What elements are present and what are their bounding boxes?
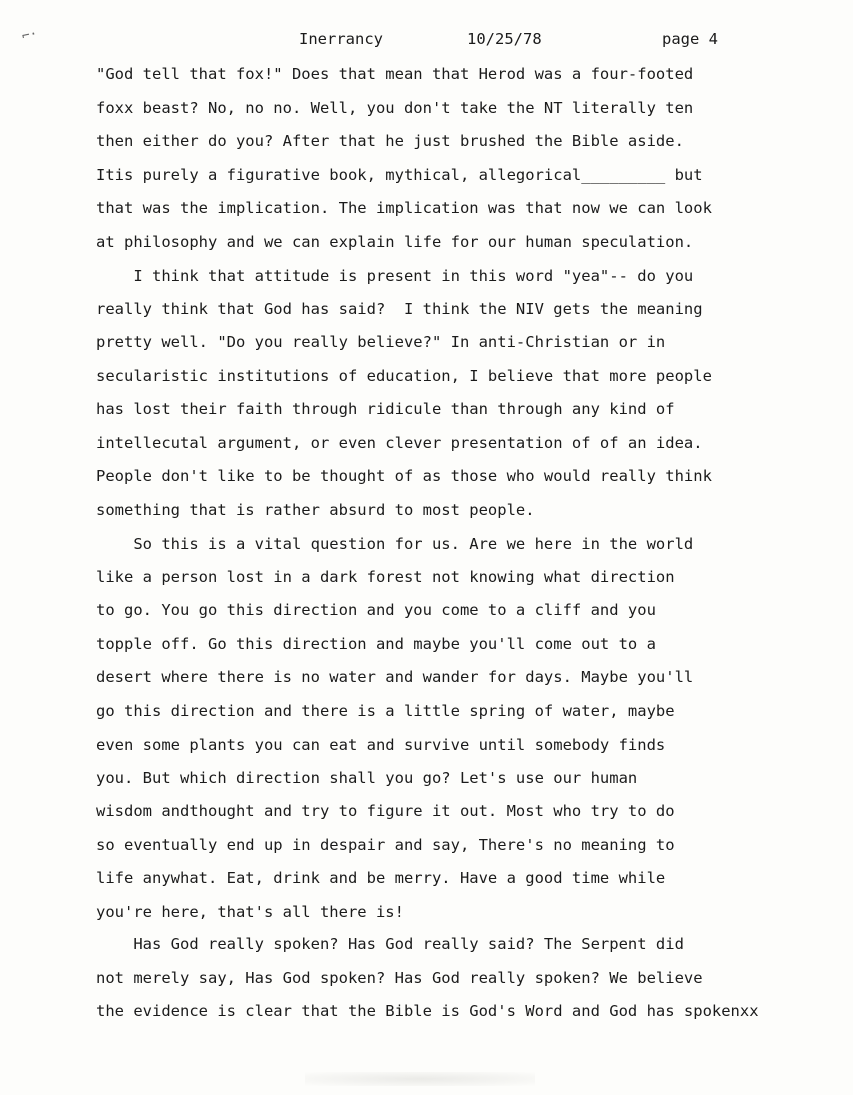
text-line: Itis purely a figurative book, mythical, allegorical_________ but bbox=[96, 166, 703, 184]
text-line: really think that God has said? I think the NIV gets the meaning bbox=[96, 300, 703, 318]
text-line: not merely say, Has God spoken? Has God really spoken? We believe bbox=[96, 969, 703, 987]
text-line: the evidence is clear that the Bible is God's Word and God has spokenxx bbox=[96, 1002, 759, 1020]
text-line: like a person lost in a dark forest not knowing what direction bbox=[96, 568, 675, 586]
text-line: that was the implication. The implication was that now we can look bbox=[96, 199, 712, 217]
text-line: So this is a vital question for us. Are we here in the world bbox=[96, 535, 694, 553]
text-line: secularistic institutions of education, I believe that more people bbox=[96, 367, 712, 385]
text-line: desert where there is no water and wander for days. Maybe you'll bbox=[96, 668, 694, 686]
text-line: something that is rather absurd to most people. bbox=[96, 501, 535, 519]
text-line: "God tell that fox!" Does that mean that Herod was a four-footed bbox=[96, 65, 694, 83]
scan-smudge bbox=[305, 1072, 535, 1086]
text-line: go this direction and there is a little spring of water, maybe bbox=[96, 702, 675, 720]
text-line: even some plants you can eat and survive until somebody finds bbox=[96, 736, 666, 754]
text-line: I think that attitude is present in this word "yea"-- do you bbox=[96, 267, 694, 285]
header-title: Inerrancy bbox=[299, 30, 383, 48]
header-page-number: page 4 bbox=[662, 30, 718, 48]
pen-mark: ⌐· bbox=[20, 26, 40, 45]
text-line: topple off. Go this direction and maybe you'll come out to a bbox=[96, 635, 656, 653]
text-line: wisdom andthought and try to figure it out. Most who try to do bbox=[96, 802, 675, 820]
page-header bbox=[0, 30, 853, 52]
text-line: intellecutal argument, or even clever presentation of of an idea. bbox=[96, 434, 703, 452]
text-line: you. But which direction shall you go? Let's use our human bbox=[96, 769, 638, 787]
text-line: foxx beast? No, no no. Well, you don't take the NT literally ten bbox=[96, 99, 694, 117]
text-line: so eventually end up in despair and say, There's no meaning to bbox=[96, 836, 675, 854]
text-line: People don't like to be thought of as those who would really think bbox=[96, 467, 712, 485]
text-line: at philosophy and we can explain life for our human speculation. bbox=[96, 233, 694, 251]
text-line: has lost their faith through ridicule than through any kind of bbox=[96, 400, 675, 418]
text-line: pretty well. "Do you really believe?" In anti-Christian or in bbox=[96, 333, 666, 351]
header-date: 10/25/78 bbox=[467, 30, 542, 48]
text-line: you're here, that's all there is! bbox=[96, 903, 404, 921]
text-line: Has God really spoken? Has God really said? The Serpent did bbox=[96, 935, 684, 953]
text-line: life anywhat. Eat, drink and be merry. Have a good time while bbox=[96, 869, 666, 887]
text-line: then either do you? After that he just brushed the Bible aside. bbox=[96, 132, 684, 150]
text-line: to go. You go this direction and you come to a cliff and you bbox=[96, 601, 656, 619]
